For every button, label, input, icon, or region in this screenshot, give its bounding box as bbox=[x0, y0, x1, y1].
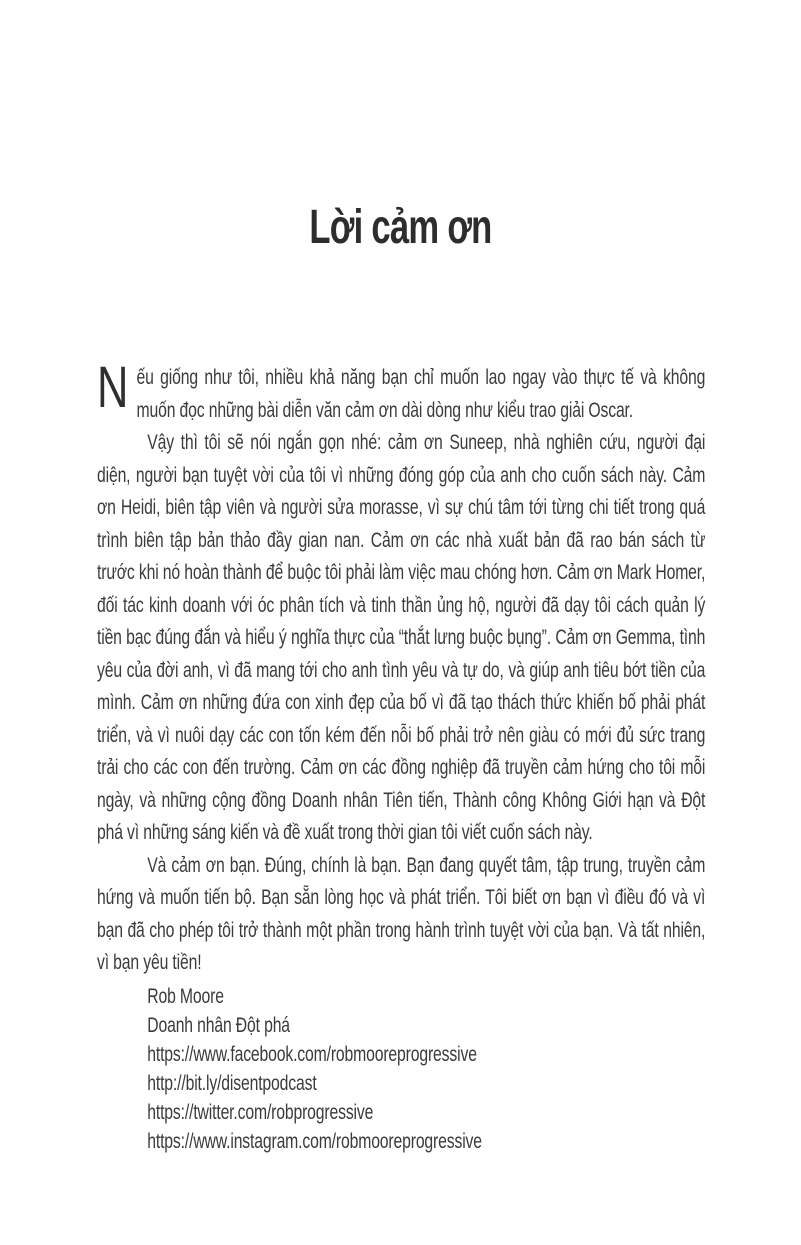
twitter-url: https://twitter.com/robprogressive bbox=[147, 1100, 374, 1124]
podcast-url: http://bit.ly/disentpodcast bbox=[147, 1071, 317, 1095]
paragraph-intro bbox=[97, 355, 706, 427]
instagram-url: https://www.instagram.com/robmooreprogressive bbox=[147, 1129, 482, 1153]
paragraph-reader: Và cảm ơn bạn. Đúng, chính là bạn. Bạn đang quyết tâm, tập trung, truyền cảm hứng và muốn tiến bộ. Bạn sẵn lòng học và phát triển. Tôi biết ơn bạn vì điều đó và vì bạn đã cho phép tôi trở thành một phần trong hành trình tuyệt vời của bạn. Và tất nhiên, vì bạn yêu tiền! bbox=[97, 853, 706, 974]
signature-block bbox=[147, 982, 705, 1156]
page-title bbox=[0, 200, 801, 255]
author-role: Doanh nhân Đột phá bbox=[147, 1013, 290, 1037]
drop-cap: N bbox=[97, 355, 129, 420]
page-title-text: Lời cảm ơn bbox=[309, 201, 492, 254]
author-name: Rob Moore bbox=[147, 984, 224, 1008]
facebook-url: https://www.facebook.com/robmooreprogressive bbox=[147, 1042, 477, 1066]
body-text-block bbox=[97, 355, 706, 1156]
paragraph-thanks: Vậy thì tôi sẽ nói ngắn gọn nhé: cảm ơn Suneep, nhà nghiên cứu, người đại diện, người bạn tuyệt vời của tôi vì những đóng góp của anh cho cuốn sách này. Cảm ơn Heidi, biên tập viên và người sửa morasse, vì sự chú tâm tới từng chi tiết trong quá trình biên tập bản thảo đầy gian nan. Cảm ơn các nhà xuất bản đã rao bán sách từ trước khi nó hoàn thành để buộc tôi phải làm việc mau chóng hơn. Cảm ơn Mark Homer, đối tác kinh doanh với óc phân tích và tinh thần ủng hộ, người đã dạy tôi cách quản lý tiền bạc đúng đắn và hiểu ý nghĩa thực của “thắt lưng buộc bụng”. Cảm ơn Gemma, tình yêu của đời anh, vì đã mang tới cho anh tình yêu và tự do, và giúp anh tiêu bớt tiền của mình. Cảm ơn những đứa con xinh đẹp của bố vì đã tạo thách thức khiến bố phải phát triển, và vì nuôi dạy các con tốn kém đến nỗi bố phải trở nên giàu có mới đủ sức trang trải cho các con đến trường. Cảm ơn các đồng nghiệp đã truyền cảm hứng cho tôi mỗi ngày, và những cộng đồng Doanh nhân Tiên tiến, Thành công Không Giới hạn và Đột phá vì những sáng kiến và đề xuất trong thời gian tôi viết cuốn sách này. bbox=[97, 431, 706, 844]
paragraph-intro-text: ếu giống như tôi, nhiều khả năng bạn chỉ muốn lao ngay vào thực tế và không muốn đọc những bài diễn văn cảm ơn dài dòng như kiểu trao giải Oscar. bbox=[136, 366, 706, 422]
